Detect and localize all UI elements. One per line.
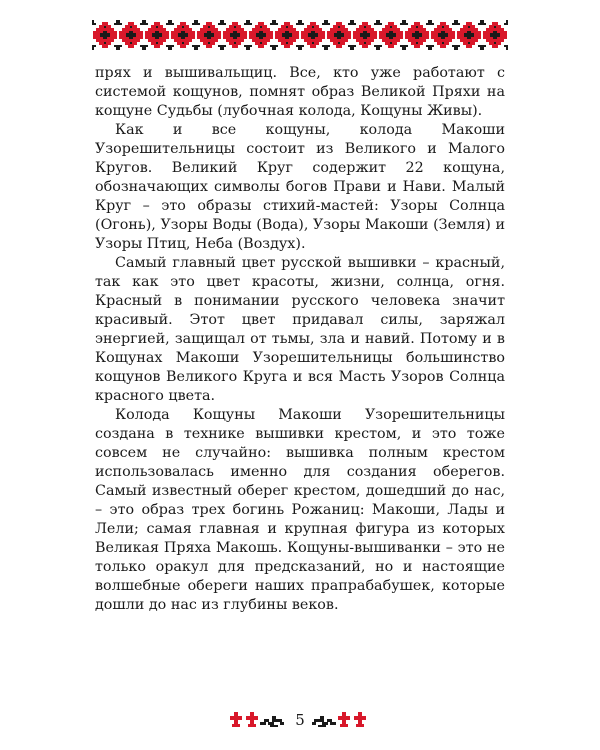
- flower-ornament-right-icon: [306, 710, 368, 730]
- flower-ornament-left-icon: [228, 710, 290, 730]
- paragraph-3: Самый главный цвет русской вышивки – красный, так как это цвет красоты, жизни, солнца, огня. Красный в понимании русского человека значит красивый. Этот цвет придавал силы, заряжал энергией, защищал от тьмы, зла и навий. Потому и в Кощунах Макоши Узорешительницы большинство кощунов Великого Круга и вся Масть Узоров Солнца красного цвета.: [95, 255, 505, 404]
- body-text: [95, 64, 505, 615]
- paragraph-2: Как и все кощуны, колода Макоши Узорешительницы состоит из Великого и Малого Кругов. Великий Круг содержит 22 кощуна, обозначающих символы богов Прави и Нави. Малый Круг – это образы стихий-мастей: Узоры Солнца (Огонь), Узоры Воды (Вода), Узоры Макоши (Земля) и Узоры Птиц, Неба (Воздух).: [95, 122, 505, 252]
- paragraph-4: Колода Кощуны Макоши Узорешительницы создана в технике вышивки крестом, и это тоже совсем не случайно: вышивка полным крестом использовалась именно для создания оберегов. Самый известный оберег крестом, дошедший до нас, – это образ трех богинь Рожаниц: Макоши, Лады и Лели; самая главная и крупная фигура из которых Великая Пряха Макошь. Кощуны-вышиванки – это не только оракул для предсказаний, но и настоящие волшебные обереги наших прапрабабушек, которые дошли до нас из глубины веков.: [95, 407, 505, 613]
- page-footer: [0, 708, 600, 732]
- paragraph-1: прях и вышивальщиц. Все, кто уже работают с системой кощунов, помнят образ Великой Пряхи на кощуне Судьбы (лубочная колода, Кощуны Живы).: [95, 65, 505, 119]
- cross-stitch-border-icon: [92, 20, 508, 50]
- page-number: 5: [295, 711, 305, 729]
